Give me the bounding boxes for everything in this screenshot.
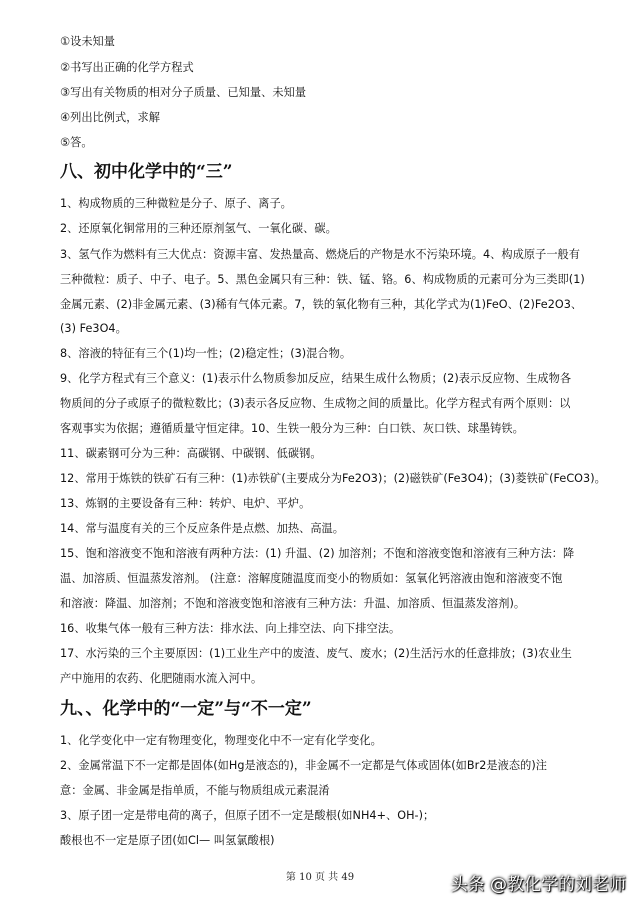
s8-line: 和溶液：降温、加溶剂；不饱和溶液变饱和溶液有三种方法：升温、加溶质、恒温蒸发溶剂)。	[60, 597, 526, 610]
page-number: 第 10 页 共 49	[285, 872, 355, 883]
s9-line: 意：金属、非金属是指单质，不能与物质组成元素混淆	[60, 784, 330, 797]
section-9-title: 九、、化学中的“一定”与“不一定”	[60, 699, 312, 719]
s8-line: 1、构成物质的三种微粒是分子、原子、离子。	[60, 197, 292, 210]
s8-line: 9、化学方程式有三个意义：(1)表示什么物质参加反应，结果生成什么物质；(2)表示反应物、生成物各	[60, 372, 572, 385]
s8-line: 金属元素、(2)非金属元素、(3)稀有气体元素。7，铁的氧化物有三种，其化学式为(1)FeO、(2)Fe2O3、	[60, 298, 583, 311]
s8-line: 15、饱和溶液变不饱和溶液有两种方法：(1) 升温、(2) 加溶剂；不饱和溶液变饱和溶液有三种方法：降	[60, 547, 575, 560]
s8-line: 物质间的分子或原子的微粒数比；(3)表示各反应物、生成物之间的质量比。化学方程式有两个原则：以	[60, 397, 571, 410]
s9-line: 3、原子团一定是带电荷的离子，但原子团不一定是酸根(如NH4+、OH-)；	[60, 809, 435, 822]
s8-line: 14、常与温度有关的三个反应条件是点燃、加热、高温。	[60, 522, 345, 535]
step-5: ⑤答。	[60, 136, 93, 149]
s8-line: 13、炼钢的主要设备有三种：转炉、电炉、平炉。	[60, 497, 311, 510]
step-4: ④列出比例式，求解	[60, 111, 160, 124]
s8-line: 17、水污染的三个主要原因：(1)工业生产中的废渣、废气、废水；(2)生活污水的任意排放；(3)农业生	[60, 647, 572, 660]
s9-line: 酸根也不一定是原子团(如Cl— 叫氢氯酸根)	[60, 834, 275, 847]
section-8-title: 八、初中化学中的“三”	[60, 162, 233, 182]
step-3: ③写出有关物质的相对分子质量、已知量、未知量	[60, 86, 307, 99]
s9-line: 1、化学变化中一定有物理变化，物理变化中不一定有化学变化。	[60, 734, 382, 747]
s8-line: 11、碳素钢可分为三种：高碳钢、中碳钢、低碳钢。	[60, 447, 322, 460]
s8-line: 12、常用于炼铁的铁矿石有三种：(1)赤铁矿(主要成分为Fe2O3)；(2)磁铁矿(Fe3O4)；(3)菱铁矿(FeCO3)。	[60, 472, 606, 485]
s8-line: 2、还原氧化铜常用的三种还原剂氢气、一氧化碳、碳。	[60, 222, 337, 235]
s8-line: 3、氢气作为燃料有三大优点：资源丰富、发热量高、燃烧后的产物是水不污染环境。4、构成原子一般有	[60, 248, 581, 261]
step-2: ②书写出正确的化学方程式	[60, 61, 194, 74]
watermark: 头条 @教化学的刘老师	[450, 875, 626, 895]
s8-line: 客观事实为依据；遵循质量守恒定律。10、生铁一般分为三种：白口铁、灰口铁、球墨铸铁。	[60, 422, 524, 435]
s8-line: 温、加溶质、恒温蒸发溶剂。 (注意：溶解度随温度而变小的物质如：氢氧化钙溶液由饱和溶液变不饱	[60, 572, 563, 585]
s8-line: (3) Fe3O4。	[60, 322, 127, 335]
s9-line: 2、金属常温下不一定都是固体(如Hg是液态的)，非金属不一定都是气体或固体(如Br2是液态的)注	[60, 759, 548, 772]
s8-line: 产中施用的农药、化肥随雨水流入河中。	[60, 672, 263, 685]
s8-line: 8、溶液的特征有三个(1)均一性；(2)稳定性；(3)混合物。	[60, 347, 352, 360]
s8-line: 16、收集气体一般有三种方法：排水法、向上排空法、向下排空法。	[60, 622, 401, 635]
step-1: ①设未知量	[60, 35, 116, 48]
s8-line: 三种微粒：质子、中子、电子。5、黑色金属只有三种：铁、锰、铬。6、构成物质的元素可分为三类即(1)	[60, 273, 585, 286]
